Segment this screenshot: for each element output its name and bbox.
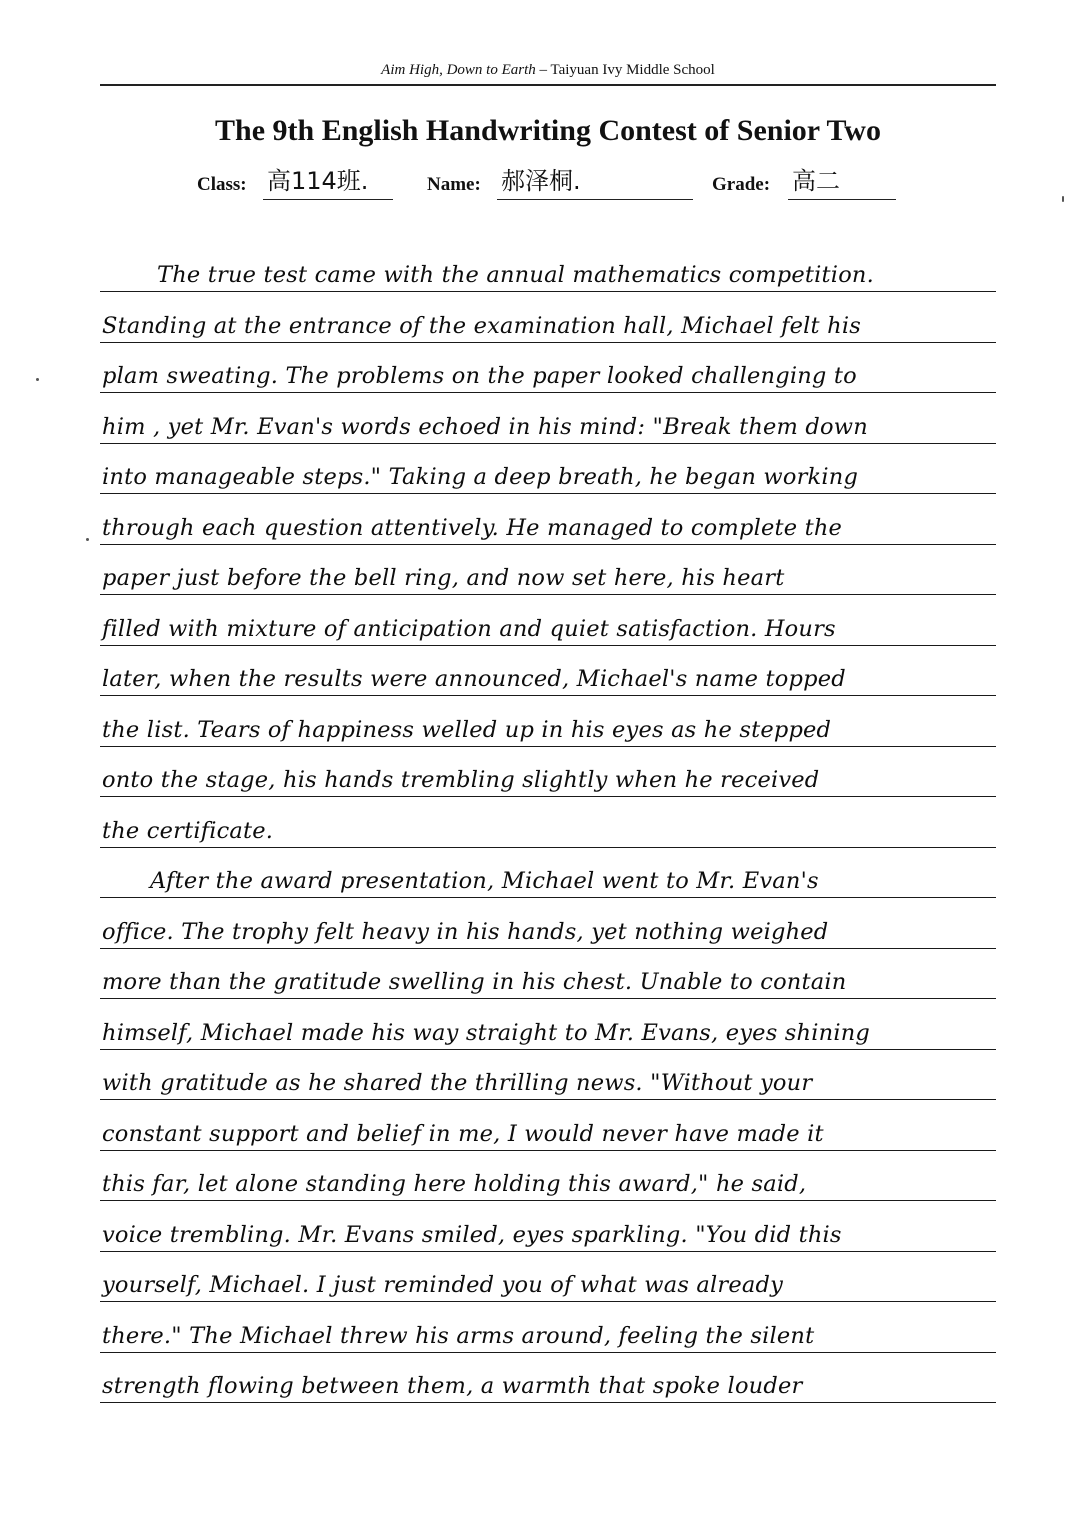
essay-line-text: yourself, Michael. I just reminded you of what was already: [102, 1272, 784, 1298]
essay-line: [100, 759, 996, 797]
essay-line: [100, 557, 996, 595]
essay-line: [100, 1214, 996, 1252]
class-value: 高114班.: [263, 164, 393, 200]
essay-line-text: strength flowing between them, a warmth that spoke louder: [102, 1373, 803, 1399]
essay-line: [100, 1264, 996, 1302]
essay-line: [100, 860, 996, 898]
essay-line: [100, 1365, 996, 1403]
essay-line: [100, 658, 996, 696]
essay-line-text: The true test came with the annual mathematics competition.: [157, 262, 874, 288]
essay-line-text: more than the gratitude swelling in his chest. Unable to contain: [102, 969, 847, 995]
essay-line: [100, 507, 996, 545]
essay-line: [100, 456, 996, 494]
header-separator: –: [535, 62, 551, 78]
essay-line-text: paper just before the bell ring, and now set here, his heart: [102, 565, 785, 591]
essay-line-text: After the award presentation, Michael went to Mr. Evan's: [150, 868, 819, 894]
name-label: Name:: [427, 174, 481, 195]
essay-line: [100, 1113, 996, 1151]
essay-line-text: himself, Michael made his way straight to Mr. Evans, eyes shining: [102, 1019, 871, 1046]
school-motto: Aim High, Down to Earth: [381, 62, 536, 78]
scan-speck: [1062, 196, 1064, 202]
essay-line: [100, 961, 996, 999]
grade-value: 高二: [788, 164, 896, 200]
essay-line: [100, 1012, 996, 1050]
essay-line: [100, 810, 996, 848]
essay-line-text: there." The Michael threw his arms around, feeling the silent: [102, 1322, 815, 1349]
grade-label: Grade:: [712, 174, 771, 195]
essay-line-text: filled with mixture of anticipation and quiet satisfaction. Hours: [102, 615, 836, 642]
name-value: 郝泽桐.: [497, 164, 693, 200]
school-name: Taiyuan Ivy Middle School: [550, 62, 715, 78]
scan-speck: [86, 538, 89, 541]
essay-line-text: Standing at the entrance of the examination hall, Michael felt his: [102, 312, 861, 339]
essay-line: [100, 305, 996, 343]
essay-line-text: the certificate.: [102, 817, 274, 844]
essay-line: [100, 709, 996, 747]
essay-line-text: voice trembling. Mr. Evans smiled, eyes sparkling. "You did this: [102, 1221, 842, 1248]
essay-line: [100, 1163, 996, 1201]
scan-speck: [36, 378, 39, 381]
essay-line-text: later, when the results were announced, Michael's name topped: [102, 666, 846, 692]
essay-line-text: into manageable steps." Taking a deep breath, he began working: [102, 464, 859, 490]
class-label: Class:: [197, 174, 247, 195]
essay-line: [100, 1062, 996, 1100]
essay-line: [100, 1315, 996, 1353]
essay-line: [100, 355, 996, 393]
essay-line-text: through each question attentively. He managed to complete the: [102, 514, 843, 541]
page-title: The 9th English Handwriting Contest of Senior Two: [215, 114, 881, 147]
essay-line-text: the list. Tears of happiness welled up in his eyes as he stepped: [102, 716, 832, 743]
essay-line-text: constant support and belief in me, I would never have made it: [102, 1120, 824, 1147]
essay-line: [100, 608, 996, 646]
essay-line-text: with gratitude as he shared the thrilling news. "Without your: [102, 1070, 813, 1096]
essay-line-text: him , yet Mr. Evan's words echoed in his mind: "Break them down: [102, 413, 868, 440]
essay-line: [100, 254, 996, 292]
essay-line-text: onto the stage, his hands trembling slightly when he received: [102, 767, 820, 793]
essay-line-text: office. The trophy felt heavy in his hands, yet nothing weighed: [102, 918, 829, 945]
essay-line: [100, 406, 996, 444]
essay-line-text: this far, let alone standing here holding this award," he said,: [102, 1171, 807, 1197]
essay-line-text: plam sweating. The problems on the paper looked challenging to: [102, 363, 857, 389]
essay-line: [100, 911, 996, 949]
